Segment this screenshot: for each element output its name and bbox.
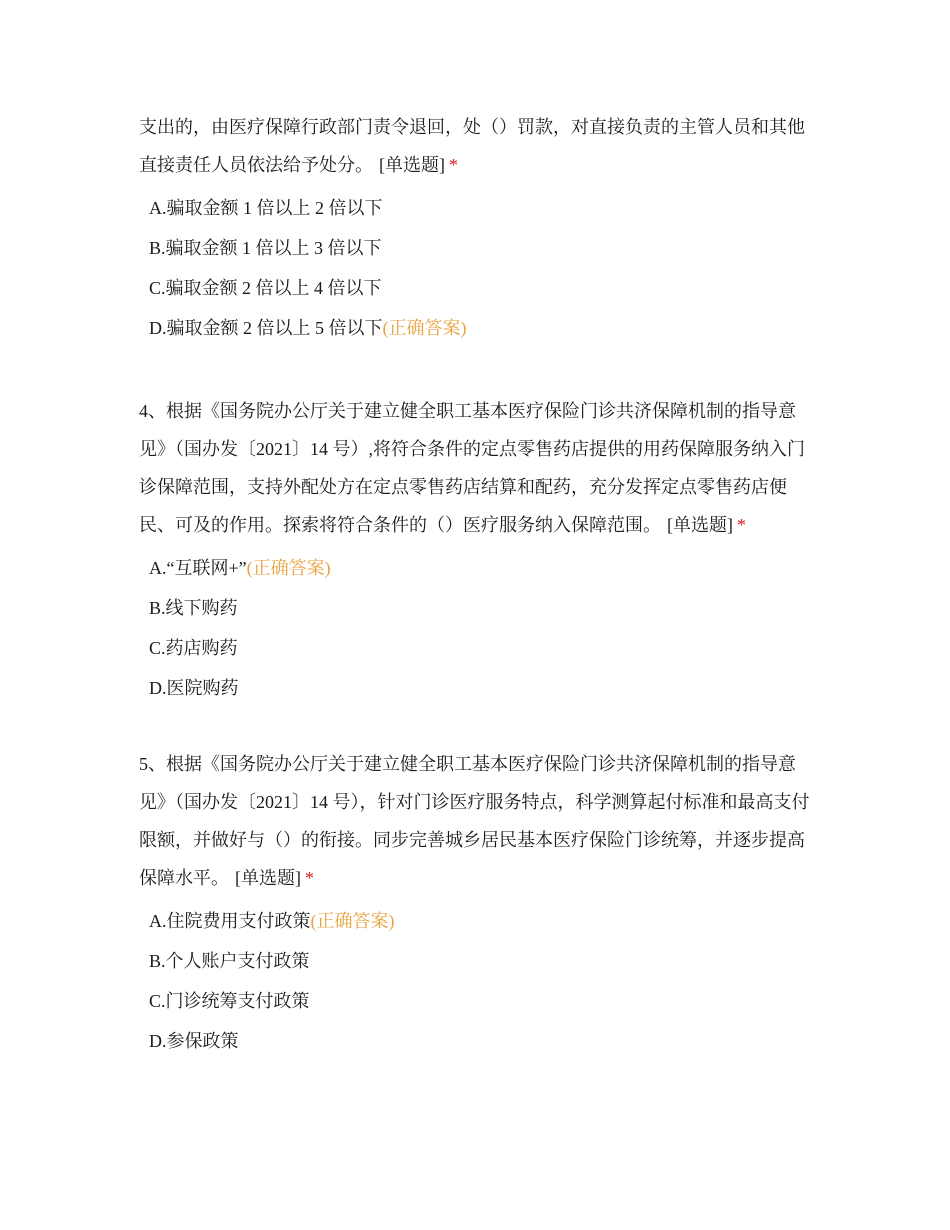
option-list: [139, 901, 819, 1061]
question-text: [139, 745, 819, 897]
question-type: [单选题]: [379, 155, 445, 175]
option-label: A.骗取金额 1 倍以上 2 倍以下: [149, 198, 383, 218]
option-label: B.骗取金额 1 倍以上 3 倍以下: [149, 238, 382, 258]
correct-answer-mark: (正确答案): [246, 558, 331, 578]
questionnaire-page: [139, 108, 819, 1098]
option-c: [139, 981, 819, 1021]
option-label: A.住院费用支付政策: [149, 911, 311, 931]
required-mark: *: [449, 155, 458, 175]
option-c: [139, 268, 819, 308]
correct-answer-mark: (正确答案): [310, 911, 395, 931]
question-text: [139, 392, 819, 544]
option-label: C.药店购药: [149, 638, 238, 658]
option-label: B.线下购药: [149, 598, 238, 618]
question-text: [139, 108, 819, 184]
option-b: [139, 941, 819, 981]
question-3: [139, 108, 819, 348]
option-list: [139, 548, 819, 708]
option-label: C.骗取金额 2 倍以上 4 倍以下: [149, 278, 382, 298]
question-type: [单选题]: [667, 515, 733, 535]
question-stem: 5、根据《国务院办公厅关于建立健全职工基本医疗保险门诊共济保障机制的指导意见》（国办发〔2021〕14 号），针对门诊医疗服务特点，科学测算起付标准和最高支付限额，并做好与（）的衔接。同步完善城乡居民基本医疗保险门诊统筹，并逐步提高保障水平。: [139, 754, 810, 888]
required-mark: *: [737, 515, 746, 535]
option-label: C.门诊统筹支付政策: [149, 991, 310, 1011]
question-4: [139, 392, 819, 708]
correct-answer-mark: (正确答案): [382, 318, 467, 338]
option-list: [139, 188, 819, 348]
option-b: [139, 588, 819, 628]
option-label: D.骗取金额 2 倍以上 5 倍以下: [149, 318, 383, 338]
option-label: A.“互联网+”: [149, 558, 247, 578]
question-5: [139, 745, 819, 1061]
option-label: B.个人账户支付政策: [149, 951, 310, 971]
question-type: [单选题]: [235, 868, 301, 888]
option-a: [139, 548, 819, 588]
question-stem: 4、根据《国务院办公厅关于建立健全职工基本医疗保险门诊共济保障机制的指导意见》（国办发〔2021〕14 号）,将符合条件的定点零售药店提供的用药保障服务纳入门诊保障范围，支持外配处方在定点零售药店结算和配药，充分发挥定点零售药店便民、可及的作用。探索将符合条件的（）医疗服务纳入保障范围。: [139, 401, 805, 535]
option-c: [139, 628, 819, 668]
option-a: [139, 188, 819, 228]
option-d: [139, 308, 819, 348]
option-d: [139, 668, 819, 708]
required-mark: *: [305, 868, 314, 888]
option-b: [139, 228, 819, 268]
option-a: [139, 901, 819, 941]
option-d: [139, 1021, 819, 1061]
question-stem: 支出的，由医疗保障行政部门责令退回，处（）罚款，对直接负责的主管人员和其他直接责任人员依法给予处分。: [139, 117, 805, 175]
option-label: D.参保政策: [149, 1031, 239, 1051]
option-label: D.医院购药: [149, 678, 239, 698]
